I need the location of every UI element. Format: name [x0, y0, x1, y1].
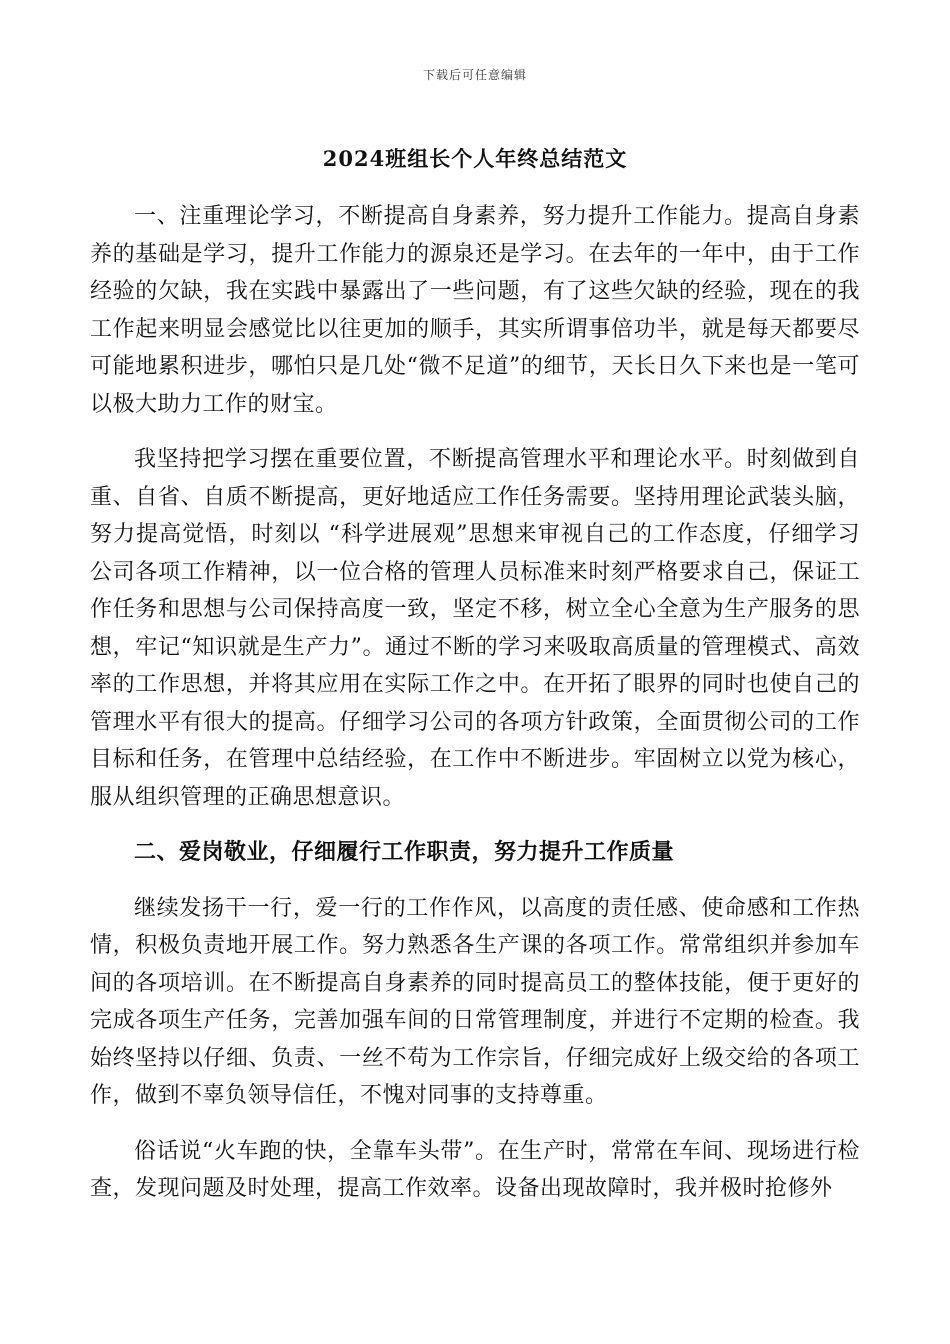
paragraph-locomotive: 俗话说“火车跑的快，全靠车头带”。在生产时，常常在车间、现场进行检查，发现问题及时处理，提高工作效率。设备出现故障时，我并极时抢修外 [90, 1138, 860, 1201]
paragraph-study: 我坚持把学习摆在重要位置，不断提高管理水平和理论水平。时刻做到自重、自省、自质不断提高，更好地适应工作任务需要。坚持用理论武装头脑，努力提高觉悟，时刻以 “科学进展观”思想来审视自己的工作态度，仔细学习公司各项工作精神，以一位合格的管理人员标准来时刻严格要求自己，保证工作任务和思想与公司保持高度一致，坚定不移，树立全心全意为生产服务的思想，牢记“知识就是生产力”。通过不断的学习来吸取高质量的管理模式、高效率的工作思想，并将其应用在实际工作之中。在开拓了眼界的同时也使自己的管理水平有很大的提高。仔细学习公司的各项方针政策，全面贯彻公司的工作目标和任务，在管理中总结经验，在工作中不断进步。牢固树立以党为核心，服从组织管理的正确思想意识。 [90, 447, 860, 810]
header-note: 下载后可任意编辑 [422, 68, 527, 82]
document-body [90, 198, 860, 1226]
paragraph-section1-intro: 一、注重理论学习，不断提高自身素养，努力提升工作能力。提高自身素养的基础是学习，提升工作能力的源泉还是学习。在去年的一年中，由于工作经验的欠缺，我在实践中暴露出了一些问题，有了这些欠缺的经验，现在的我工作起来明显会感觉比以往更加的顺手，其实所谓事倍功半，就是每天都要尽可能地累积进步，哪怕只是几处“微不足道”的细节，天长日久下来也是一笔可以极大助力工作的财宝。 [90, 204, 860, 417]
paragraph-work-style: 继续发扬干一行，爱一行的工作作风，以高度的责任感、使命感和工作热情，积极负责地开展工作。努力熟悉各生产课的各项工作。常常组织并参加车间的各项培训。在不断提高自身素养的同时提高员工的整体技能，便于更好的完成各项生产任务，完善加强车间的日常管理制度，并进行不定期的检查。我始终坚持以仔细、负责、一丝不苟为工作宗旨，仔细完成好上级交给的各项工作，做到不辜负领导信任，不愧对同事的支持尊重。 [90, 895, 860, 1108]
document-title: 2024班组长个人年终总结范文 [322, 146, 628, 171]
section-heading-2: 二、爱岗敬业，仔细履行工作职责，努力提升工作质量 [134, 839, 675, 865]
